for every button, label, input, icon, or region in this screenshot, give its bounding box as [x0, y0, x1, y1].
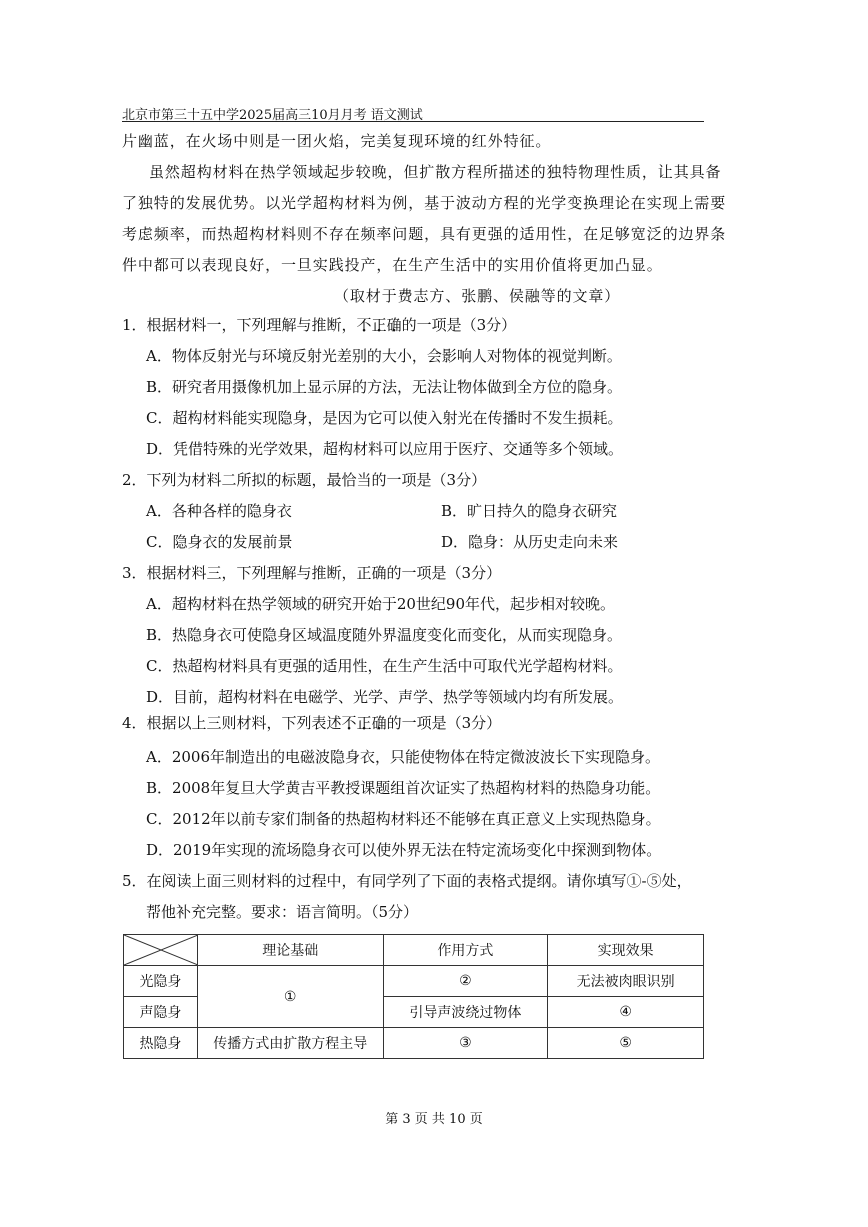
passage-line: 件中都可以表现良好，一旦实践投产，在生产生活中的实用价值将更加凸显。 — [122, 256, 663, 274]
question-2-option-c: C．隐身衣的发展前景 — [146, 533, 293, 551]
question-3-option-c: C．热超构材料具有更强的适用性，在生产生活中可取代光学超构材料。 — [146, 657, 623, 675]
question-2-option-d: D．隐身：从历史走向未来 — [441, 533, 619, 551]
question-2-option-b: B．旷日持久的隐身衣研究 — [441, 502, 618, 520]
question-4-option-c: C．2012年以前专家们制备的热超构材料还不能够在真正意义上实现热隐身。 — [146, 810, 661, 828]
table-row — [124, 1028, 704, 1059]
question-1-option-b: B．研究者用摄像机加上显示屏的方法，无法让物体做到全方位的隐身。 — [146, 378, 623, 396]
blank-4-cell: ④ — [548, 997, 704, 1028]
blank-2-cell: ② — [383, 966, 548, 997]
question-4-option-d: D．2019年实现的流场隐身衣可以使外界无法在特定流场变化中探测到物体。 — [146, 841, 662, 859]
row-label: 光隐身 — [124, 966, 198, 997]
question-2-option-a: A．各种各样的隐身衣 — [146, 502, 292, 520]
blank-1-cell: ① — [197, 966, 383, 1028]
diagonal-lines — [124, 935, 198, 965]
question-3-option-b: B．热隐身衣可使隐身区域温度随外界温度变化而变化，从而实现隐身。 — [146, 626, 623, 644]
question-3-option-a: A．超构材料在热学领域的研究开始于20世纪90年代，起步相对较晚。 — [146, 595, 616, 613]
column-header: 作用方式 — [383, 935, 548, 966]
outline-table — [123, 934, 704, 1059]
question-2-stem: 2．下列为材料二所拟的标题，最恰当的一项是（3分） — [122, 471, 487, 489]
page-header: 北京市第三十五中学2025届高三10月月考 语文测试 — [122, 108, 423, 123]
table-row — [124, 966, 704, 997]
table-header-row — [124, 935, 704, 966]
row-label: 声隐身 — [124, 997, 198, 1028]
passage-line: 虽然超构材料在热学领域起步较晚，但扩散方程所描述的独特物理性质，让其具备 — [149, 163, 722, 181]
passage-line: 了独特的发展优势。以光学超构材料为例，基于波动方程的光学变换理论在实现上需要 — [122, 194, 727, 212]
passage-line: 片幽蓝，在火场中则是一团火焰，完美复现环境的红外特征。 — [122, 132, 552, 150]
question-4-option-b: B．2008年复旦大学黄吉平教授课题组首次证实了热超构材料的热隐身功能。 — [146, 779, 661, 797]
diagonal-corner-cell — [124, 935, 198, 966]
passage-line: 考虑频率，而热超构材料则不存在频率问题，具有更强的适用性，在足够宽泛的边界条 — [122, 225, 727, 243]
question-4-option-a: A．2006年制造出的电磁波隐身衣，只能使物体在特定微波波长下实现隐身。 — [146, 748, 661, 766]
page-footer: 第 3 页 共 10 页 — [385, 1112, 483, 1127]
passage-source: （取材于费志方、张鹏、侯融等的文章） — [334, 287, 621, 305]
column-header: 理论基础 — [197, 935, 383, 966]
blank-3-cell: ③ — [383, 1028, 548, 1059]
question-4-stem: 4．根据以上三则材料，下列表述不正确的一项是（3分） — [122, 714, 502, 732]
question-1-option-c: C．超构材料能实现隐身，是因为它可以使入射光在传播时不发生损耗。 — [146, 409, 623, 427]
table-cell: 无法被肉眼识别 — [548, 966, 704, 997]
question-5-stem-cont: 帮他补充完整。要求：语言简明。（5分） — [146, 903, 419, 921]
question-1-stem: 1．根据材料一，下列理解与推断，不正确的一项是（3分） — [122, 316, 517, 334]
table-cell: 引导声波绕过物体 — [383, 997, 548, 1028]
row-label: 热隐身 — [124, 1028, 198, 1059]
header-rule — [122, 121, 704, 122]
question-5-stem: 5．在阅读上面三则材料的过程中，有同学列了下面的表格式提纲。请你填写①-⑤处， — [122, 872, 692, 890]
question-3-stem: 3．根据材料三，下列理解与推断，正确的一项是（3分） — [122, 564, 502, 582]
blank-5-cell: ⑤ — [548, 1028, 704, 1059]
table-cell: 传播方式由扩散方程主导 — [197, 1028, 383, 1059]
question-3-option-d: D．目前，超构材料在电磁学、光学、声学、热学等领域内均有所发展。 — [146, 688, 624, 706]
question-1-option-d: D．凭借特殊的光学效果，超构材料可以应用于医疗、交通等多个领域。 — [146, 440, 624, 458]
question-1-option-a: A．物体反射光与环境反射光差别的大小，会影响人对物体的视觉判断。 — [146, 347, 622, 365]
column-header: 实现效果 — [548, 935, 704, 966]
